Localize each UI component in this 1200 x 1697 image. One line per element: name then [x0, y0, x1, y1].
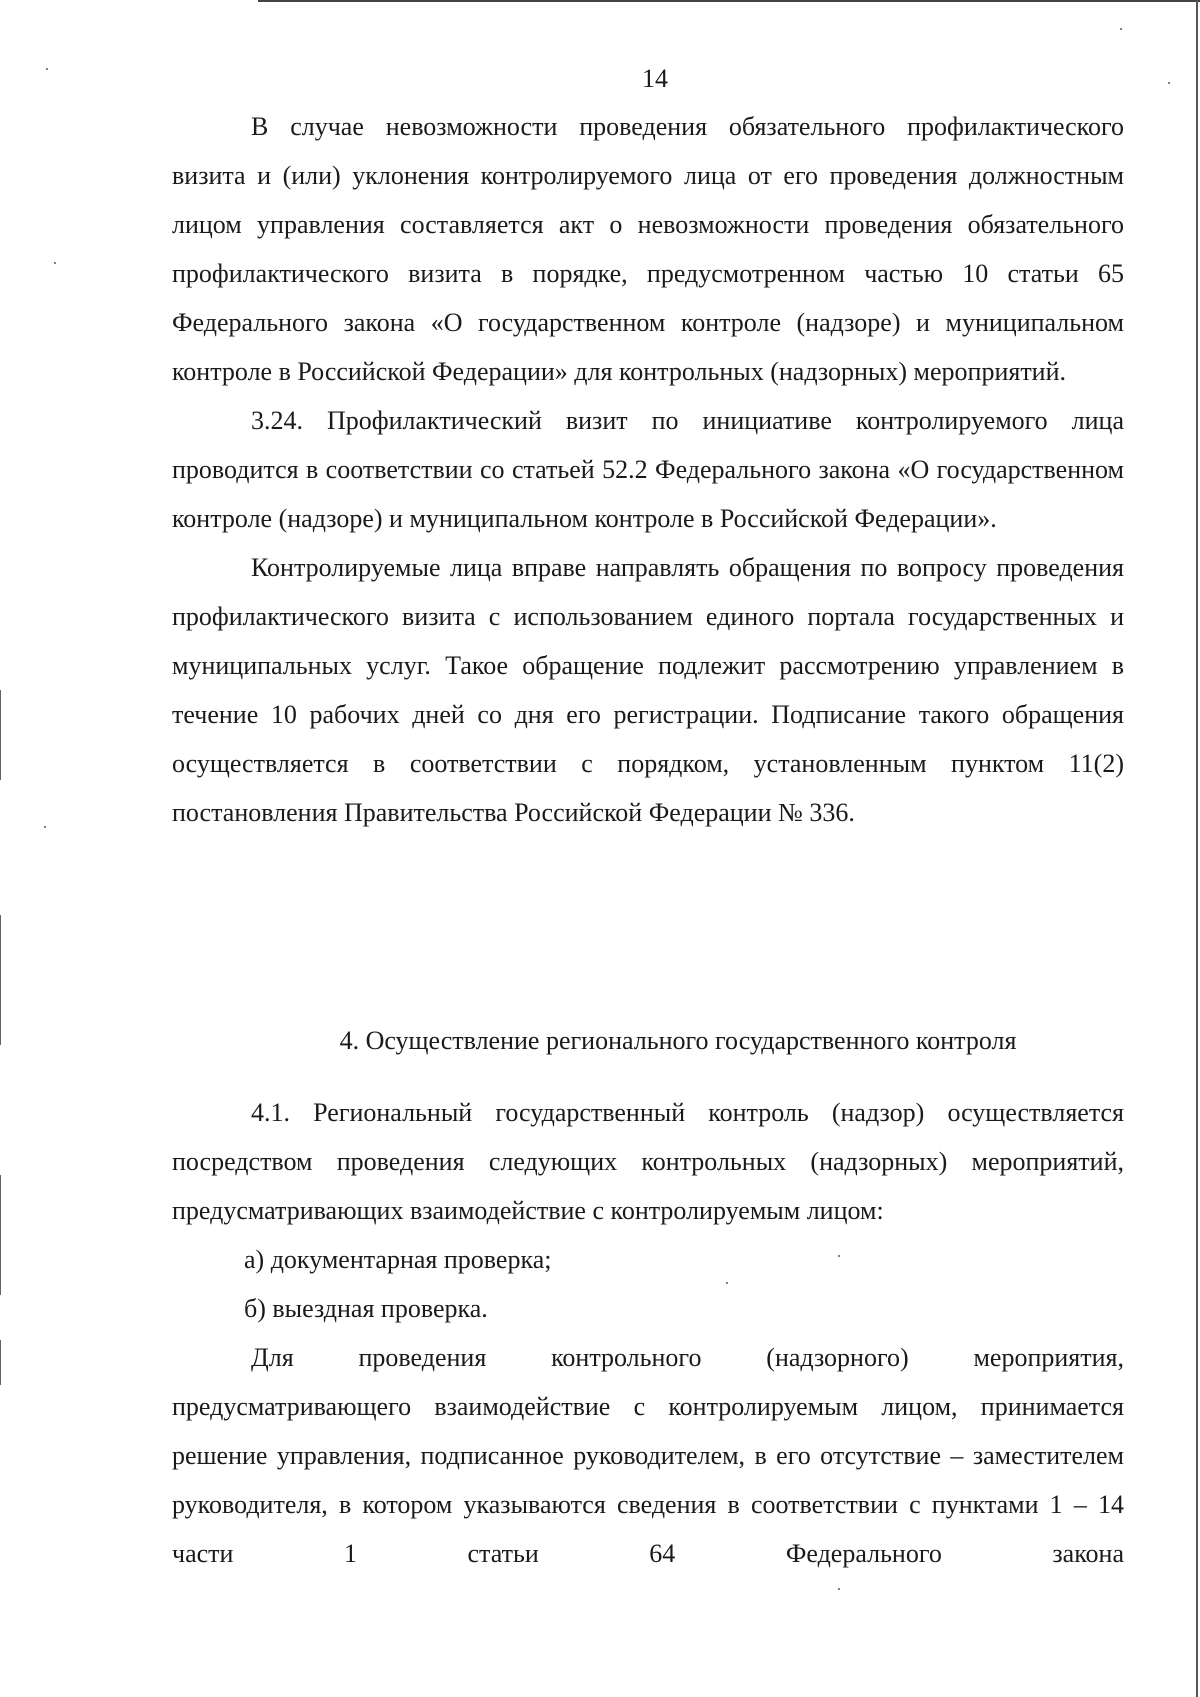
section-4: [172, 1016, 1124, 1065]
scan-top-border: [258, 0, 1200, 2]
paragraph-decision: Для проведения контрольного (надзорного) мероприятия, предусматривающего взаимодействие с контролируемым лицом, принимается решение управления, подписанное руководителем, в его отсутствие – заместителем руководителя, в котором указываются сведения в соответствии с пунктами 1 – 14 части 1 статьи 64 Федерального закона: [172, 1343, 1124, 1568]
scan-speck: [44, 826, 46, 828]
list-item-a: а) документарная проверка;: [244, 1245, 552, 1274]
scan-speck: [1120, 28, 1122, 30]
page-number: 14: [642, 64, 668, 93]
section-heading: 4. Осуществление регионального государственного контроля: [339, 1026, 1017, 1055]
paragraph-appeals: Контролируемые лица вправе направлять обращения по вопросу проведения профилактического визита с использованием единого портала государственных и муниципальных услуг. Такое обращение подлежит рассмотрению управлением в течение 10 рабочих дней со дня его регистрации. Подписание такого обращения осуществляется в соответствии с порядком, установленным пунктом 11(2) постановления Правительства Российской Федерации № 336.: [172, 553, 1124, 827]
document-body: [172, 102, 1124, 837]
paragraph-impossibility-act: В случае невозможности проведения обязательного профилактического визита и (или) уклонения контролируемого лица от его проведения должностным лицом управления составляется акт о невозможности проведения обязательного профилактического визита в порядке, предусмотренном частью 10 статьи 65 Федерального закона «О государственном контроле (надзоре) и муниципальном контроле в Российской Федерации» для контрольных (надзорных) мероприятий.: [172, 112, 1124, 386]
scan-right-border: [1196, 0, 1198, 1697]
scan-speck: [54, 262, 56, 264]
scan-edge-mark: [0, 1340, 1, 1385]
paragraph-3-24: 3.24. Профилактический визит по инициативе контролируемого лица проводится в соответствии со статьей 52.2 Федерального закона «О государственном контроле (надзоре) и муниципальном контроле в Российской Федерации».: [172, 406, 1124, 533]
scan-edge-mark: [0, 1175, 1, 1295]
list-item-b: б) выездная проверка.: [244, 1294, 488, 1323]
section-4-body: [172, 1088, 1124, 1578]
scan-speck: [838, 1588, 840, 1590]
scan-edge-mark: [0, 915, 1, 1045]
scan-edge-mark: [0, 690, 1, 780]
paragraph-4-1: 4.1. Региональный государственный контроль (надзор) осуществляется посредством проведения следующих контрольных (надзорных) мероприятий, предусматривающих взаимодействие с контролируемым лицом:: [172, 1098, 1124, 1225]
